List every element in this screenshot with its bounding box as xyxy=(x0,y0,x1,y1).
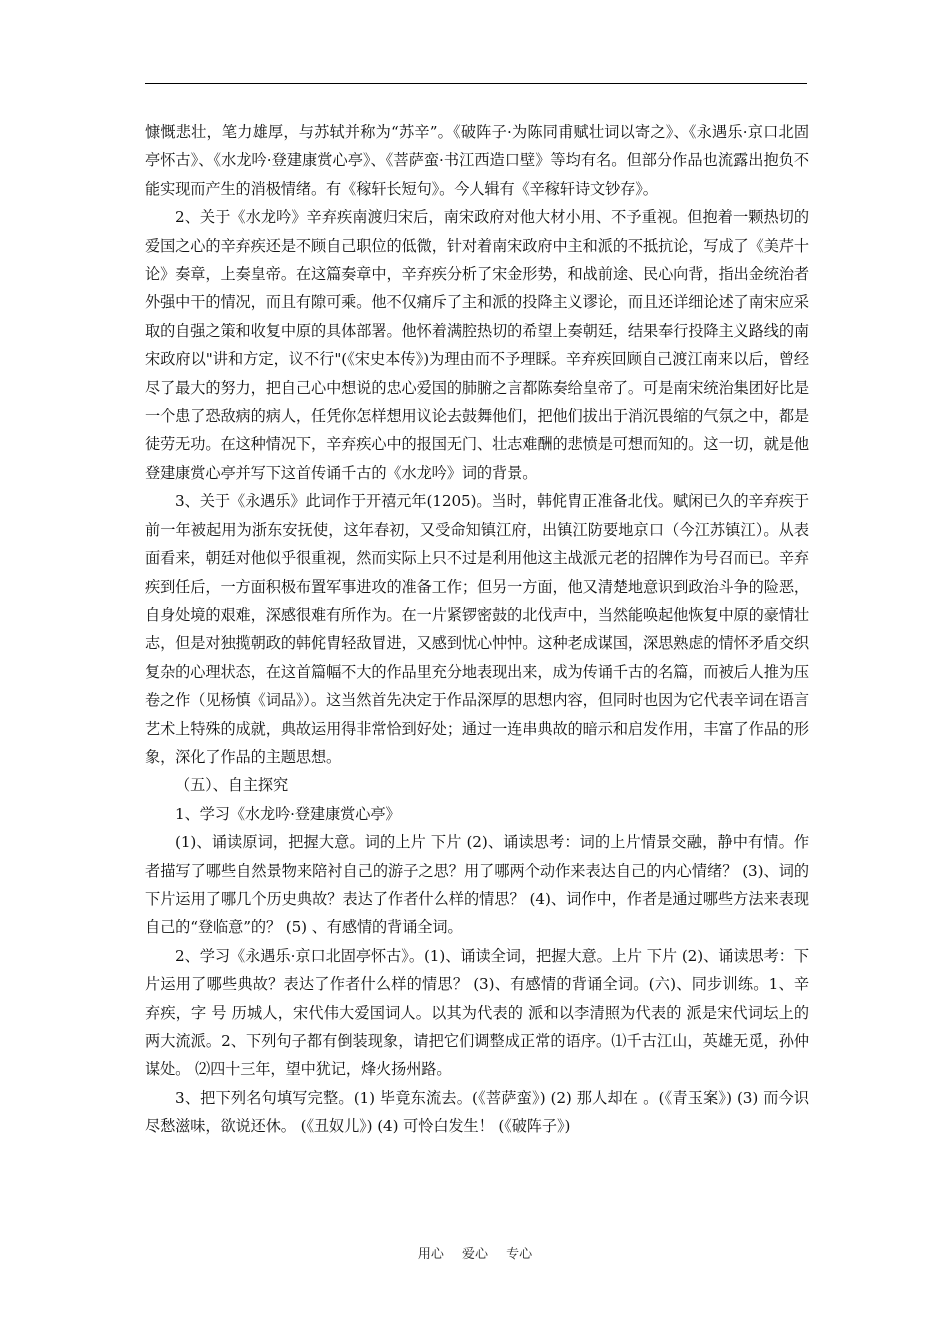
paragraph-fill-in-quotes: 3、把下列名句填写完整。(1) 毕竟东流去。(《菩萨蛮》) (2) 那人却在 。(《青玉案》) (3) 而今识尽愁滋味，欲说还休。 (《丑奴儿》) (4) 可怜白发生！ (《破阵子》) xyxy=(145,1088,809,1136)
paragraph-yongyule-background: 3、关于《永遇乐》此词作于开禧元年(1205)。当时，韩侂胄正准备北伐。赋闲已久的辛弃疾于前一年被起用为浙东安抚使，这年春初，又受命知镇江府，出镇江防要地京口（今江苏镇江）。从表面看来，朝廷对他似乎很重视，然而实际上只不过是利用他这主战派元老的招牌作为号召而已。辛弃疾到任后，一方面积极布置军事进攻的准备工作；但另一方面，他又清楚地意识到政治斗争的险恶，自身处境的艰难，深感很难有所作为。在一片紧锣密鼓的北伐声中，当然能唤起他恢复中原的豪情壮志，但是对独揽朝政的韩侂胄轻敌冒进，又感到忧心忡忡。这种老成谋国，深思熟虑的情怀矛盾交织复杂的心理状态，在这首篇幅不大的作品里充分地表现出来，成为传诵千古的名篇，而被后人推为压卷之作（见杨慎《词品》）。这当然首先决定于作品深厚的思想内容，但同时也因为它代表辛词在语言艺术上特殊的成就，典故运用得非常恰到好处；通过一连串典故的暗示和启发作用，丰富了作品的形象，深化了作品的主题思想。 xyxy=(145,492,809,766)
subheading-study-shuilongyin: 1、学习《水龙吟·登建康赏心亭》 xyxy=(175,804,401,823)
paragraph-shuilongyin-background: 2、关于《水龙吟》辛弃疾南渡归宋后，南宋政府对他大材小用、不予重视。但抱着一颗热切的爱国之心的辛弃疾还是不顾自己职位的低微，针对着南宋政府中主和派的不抵抗论，写成了《美芹十论》奏章，上奏皇帝。在这篇奏章中，辛弃疾分析了宋金形势，和战前途、民心向背，指出金统治者外强中干的情况，而且有隙可乘。他不仅痛斥了主和派的投降主义谬论，而且还详细论述了南宋应采取的自强之策和收复中原的具体部署。他怀着满腔热切的希望上奏朝廷，结果奉行投降主义路线的南宋政府以"讲和方定，议不行"(《宋史本传》)为理由而不予理睬。辛弃疾回顾自己渡江南来以后，曾经尽了最大的努力，把自己心中想说的忠心爱国的肺腑之言都陈奏给皇帝了。可是南宋统治集团好比是一个患了恐敌病的病人，任凭你怎样想用议论去鼓舞他们，把他们拔出于消沉畏缩的气氛之中，都是徒劳无功。在这种情况下，辛弃疾心中的报国无门、壮志难酬的悲愤是可想而知的。这一切，就是他登建康赏心亭并写下这首传诵千古的《水龙吟》词的背景。 xyxy=(145,208,809,482)
paragraph-intro-continued: 慷慨悲壮，笔力雄厚，与苏轼并称为“苏辛”。《破阵子·为陈同甫赋壮词以寄之》、《永遇乐·京口北固亭怀古》、《水龙吟·登建康赏心亭》、《菩萨蛮·书江西造口壁》等均有名。但部分作品也流露出抱负不能实现而产生的消极情绪。有《稼轩长短句》。今人辑有《辛稼轩诗文钞存》。 xyxy=(145,123,809,198)
document-body xyxy=(145,118,809,1141)
section-heading-self-study: （五）、自主探究 xyxy=(175,776,289,795)
paragraph-yongyule-questions: 2、学习《永遇乐·京口北固亭怀古》。(1)、诵读全词，把握大意。上片 下片 (2)、诵读思考：下片运用了哪些典故？表达了作者什么样的情思？ (3)、有感情的背诵全词。(六)、同步训练。1、辛弃疾，字 号 历城人，宋代伟大爱国词人。以其为代表的 派和以李清照为代表的 派是宋代词坛上的两大流派。2、下列句子都有倒装现象，请把它们调整成正常的语序。⑴千古江山，英雄无觅，孙仲谋处。 ⑵四十三年，望中犹记，烽火扬州路。 xyxy=(145,946,809,1079)
paragraph-shuilongyin-questions: (1)、诵读原词，把握大意。词的上片 下片 (2)、诵读思考：词的上片情景交融，静中有情。作者描写了哪些自然景物来陪衬自己的游子之思？用了哪两个动作来表达自己的内心情绪？ (3)、词的下片运用了哪几个历史典故？表达了作者什么样的情思？ (4)、词作中，作者是通过哪些方法来表现自己的“登临意”的？ (5) 、有感情的背诵全词。 xyxy=(145,833,809,937)
page-footer: 用心 爱心 专心 xyxy=(417,1247,533,1262)
header-rule xyxy=(145,83,807,84)
